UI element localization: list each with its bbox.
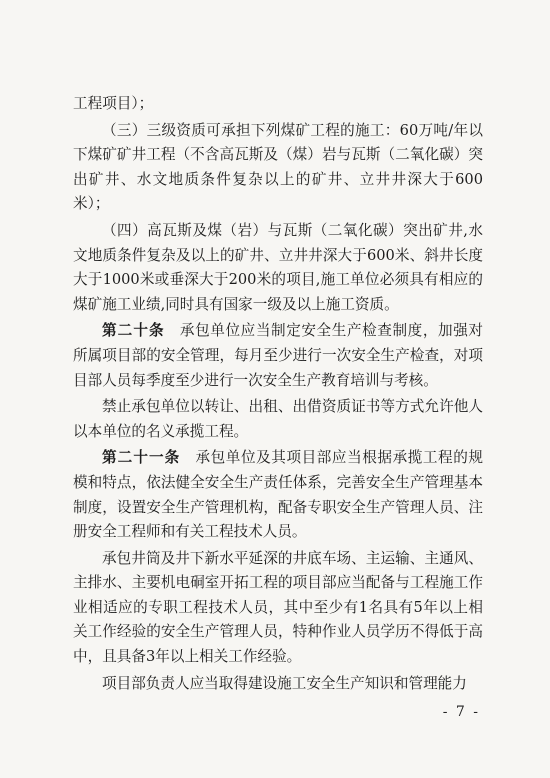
paragraph-project-leader — [73, 672, 483, 697]
paragraph-grade-four — [73, 219, 483, 317]
paragraph-prohibition — [73, 395, 483, 444]
paragraph-text: 承包单位应当制定安全生产检查制度，加强对所属项目部的安全管理，每月至少进行一次安全生产检查，对项目部人员每季度至少进行一次安全生产教育培训与考核。 — [73, 322, 483, 389]
page-number: - 7 - — [442, 704, 480, 720]
paragraph-staffing — [73, 547, 483, 670]
article-heading: 第二十一条 — [102, 449, 181, 467]
paragraph-text: 禁止承包单位以转让、出租、出借资质证书等方式允许他人以本单位的名义承揽工程。 — [73, 398, 483, 440]
paragraph-text: 承包单位及其项目部应当根据承揽工程的规模和特点，依法健全安全生产责任体系，完善安全生产管理基本制度，设置安全生产管理机构，配备专职安全生产管理人员、注册安全工程师和有关工程技术人员。 — [73, 449, 483, 541]
article-twenty — [73, 319, 483, 393]
paragraph-continuation — [73, 92, 483, 117]
paragraph-text: 承包井筒及井下新水平延深的井底车场、主运输、主通风、主排水、主要机电硐室开拓工程的项目部应当配备与工程施工作业相适应的专职工程技术人员，其中至少有1名具有5年以上相关工作经验的安全生产管理人员，特种作业人员学历不得低于高中，且具备3年以上相关工作经验。 — [73, 549, 483, 666]
article-heading: 第二十条 — [102, 322, 165, 340]
paragraph-text: 工程项目）； — [73, 95, 154, 112]
paragraph-text: 项目部负责人应当取得建设施工安全生产知识和管理能力 — [102, 674, 467, 692]
document-body — [73, 92, 483, 698]
article-twenty-one — [73, 446, 483, 544]
paragraph-text: （四）高瓦斯及煤（岩）与瓦斯（二氧化碳）突出矿井,水文地质条件复杂及以上的矿井、立井井深大于600米、斜井长度大于1000米或垂深大于200米的项目,施工单位必须具有相应的煤矿施工业绩,同时具有国家一级及以上施工资质。 — [73, 221, 483, 313]
paragraph-grade-three — [73, 119, 483, 217]
paragraph-text: （三）三级资质可承担下列煤矿工程的施工：60万吨/年以下煤矿矿井工程（不含高瓦斯及（煤）岩与瓦斯（二氧化碳）突出矿井、水文地质条件复杂以上的矿井、立井井深大于600米）； — [73, 121, 483, 213]
